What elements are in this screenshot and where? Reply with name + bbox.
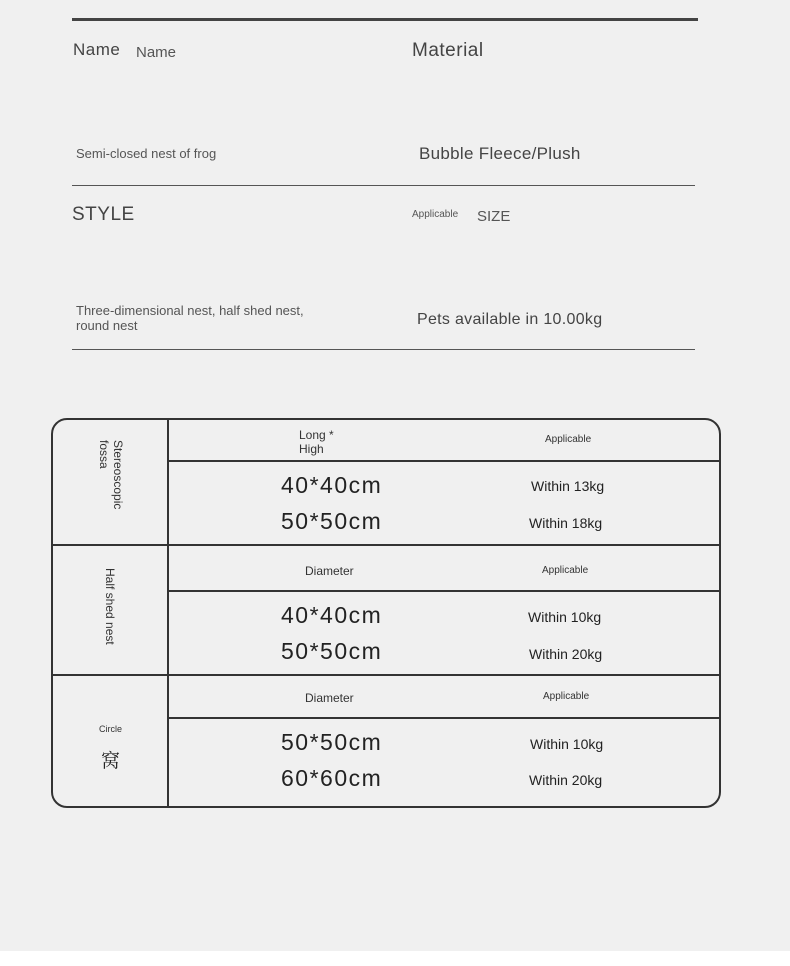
weight-value-2a: Within 10kg <box>528 609 602 625</box>
header-diameter-2: Diameter <box>305 564 354 578</box>
weight-value-1a: Within 13kg <box>531 478 605 494</box>
header-diameter-3: Diameter <box>305 691 354 705</box>
section-divider-1 <box>53 544 719 546</box>
material-value: Bubble Fleece/Plush <box>419 144 581 163</box>
size-value-3a: 50*50cm <box>281 729 383 755</box>
header-underline-2 <box>169 590 719 592</box>
size-value-2a: 40*40cm <box>281 602 383 628</box>
name-label: Name <box>73 40 121 59</box>
applicable-label: Applicable <box>412 209 459 220</box>
weight-value-3b: Within 20kg <box>529 772 603 788</box>
weight-value-3a: Within 10kg <box>530 736 604 752</box>
divider-1 <box>72 185 695 186</box>
weight-value-2b: Within 20kg <box>529 646 603 662</box>
label-column-divider <box>167 420 169 806</box>
header-long-high-line1: Long * <box>299 428 334 442</box>
size-value-3b: 60*60cm <box>281 765 383 791</box>
name-value: Semi-closed nest of frog <box>76 146 217 161</box>
header-underline-3 <box>169 717 719 719</box>
header-long-high-line2: High <box>299 442 324 456</box>
size-value-2b: 50*50cm <box>281 638 383 664</box>
section-label-half-shed: Half shed nest <box>103 568 117 645</box>
section-label-nest-glyph: 窝 <box>101 750 121 772</box>
header-applicable-1: Applicable <box>545 434 592 445</box>
section-divider-2 <box>53 674 719 676</box>
header-underline-1 <box>169 460 719 462</box>
top-divider <box>72 18 698 21</box>
header-applicable-2: Applicable <box>542 565 589 576</box>
size-value-1b: 50*50cm <box>281 508 383 534</box>
name-sub-label: Name <box>136 44 177 61</box>
style-label: STYLE <box>72 204 135 225</box>
size-value-1a: 40*40cm <box>281 472 383 498</box>
divider-2 <box>72 349 695 350</box>
style-value-line2: round nest <box>76 318 138 333</box>
section-label-stereoscopic: Stereoscopic fossa <box>97 440 125 510</box>
size-label: SIZE <box>477 208 511 225</box>
size-value: Pets available in 10.00kg <box>417 311 603 328</box>
size-table <box>51 418 721 808</box>
material-label: Material <box>412 40 484 61</box>
weight-value-1b: Within 18kg <box>529 515 603 531</box>
section-label-circle: Circle <box>99 724 123 734</box>
header-applicable-3: Applicable <box>543 691 590 702</box>
style-value-line1: Three-dimensional nest, half shed nest, <box>76 303 304 318</box>
